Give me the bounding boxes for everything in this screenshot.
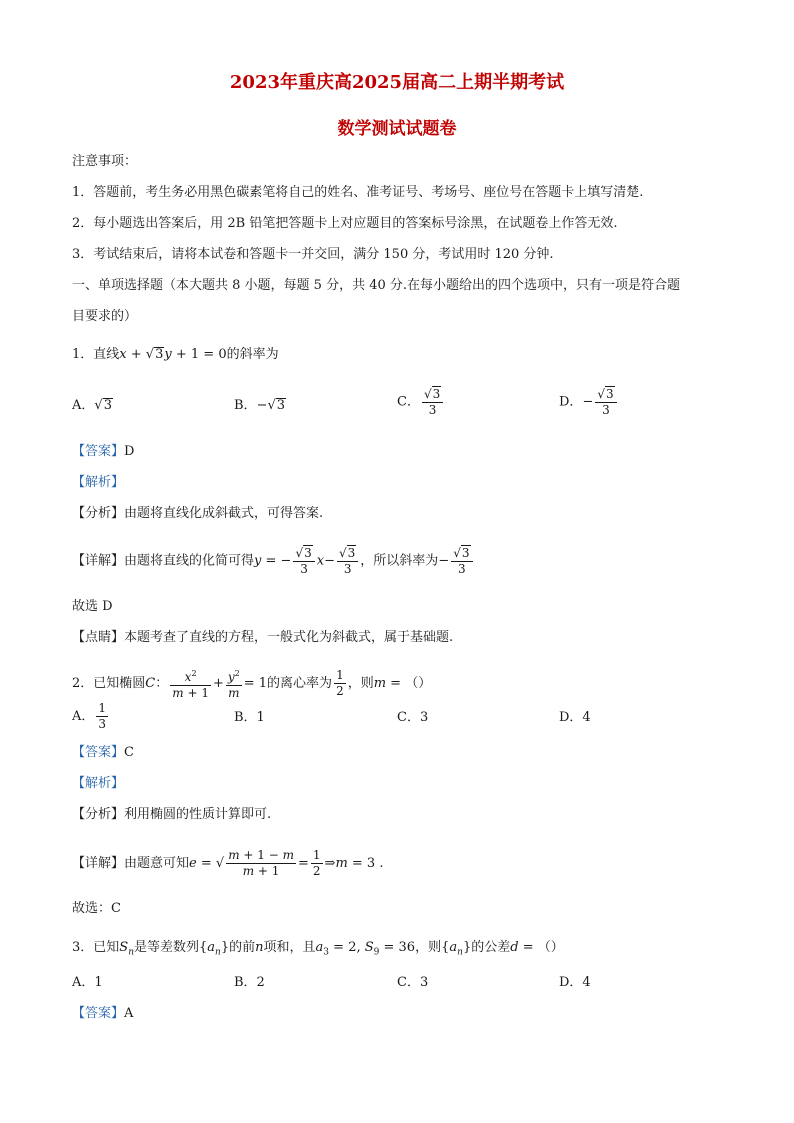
q3-option-a: A．1 (72, 975, 103, 990)
notice-item-1: 1．答题前，考生务必用黑色碳素笔将自己的姓名、准考证号、考场号、座位号在答题卡上填写清楚. (72, 185, 644, 200)
q1-option-b: B．−√3 (234, 398, 286, 413)
q2-analysis-label: 【解析】 (72, 776, 125, 791)
q1-dianjing: 【点睛】本题考查了直线的方程，一般式化为斜截式，属于基础题. (72, 630, 454, 645)
q3-option-d: D．4 (559, 975, 591, 990)
notice-item-2: 2．每小题选出答案后，用 2B 铅笔把答题卡上对应题目的答案标号涂黑，在试题卷上作答无效. (72, 216, 618, 231)
q1-equation: x (119, 347, 127, 362)
q2-conclusion: 故选：C (72, 901, 121, 916)
section-heading-line1: 一、单项选择题（本大题共 8 小题，每题 5 分，共 40 分.在每小题给出的四个选项中，只有一项是符合题 (72, 278, 681, 293)
q3-option-c: C．3 (397, 975, 429, 990)
q1-option-d: D．− $\frac{√3}{3}$ (559, 386, 619, 418)
section-heading-line2: 目要求的） (72, 309, 138, 324)
q1-conclusion: 故选 D (72, 599, 113, 614)
q2-option-c: C．3 (397, 710, 429, 725)
q1-detail: 【详解】由题将直线的化简可得y = − $\frac{√3}{3}$ x− $\frac{√3}{3}$ ，所以斜率为− $\frac{√3}{3}$ (72, 545, 475, 577)
q2-detail: 【详解】由题意可知e = √ $\frac{m + 1 - m}{m + 1}$ = $\frac{1}{2}$ ⇒m = 3 . (72, 848, 384, 878)
q1-option-c: C． $\frac{√3}{3}$ (397, 386, 445, 418)
exam-title: 2023年重庆高2025届高二上期半期考试 (229, 72, 565, 93)
answer-label: 【答案】 (72, 444, 125, 459)
q1-option-a: A．√3 (72, 398, 112, 413)
q1-analysis-label: 【解析】 (72, 475, 125, 490)
q2-option-a: A． $\frac{1}{3}$ (72, 701, 107, 731)
question-1: 1．直线x + √3y + 1 = 0的斜率为 (72, 347, 279, 362)
q2-answer: 【答案】C (72, 745, 134, 760)
q3-answer: 【答案】A (72, 1006, 134, 1021)
q1-suffix: 的斜率为 (226, 347, 279, 362)
q1-answer: 【答案】D (72, 444, 135, 459)
q3-option-b: B．2 (234, 975, 265, 990)
q2-option-b: B．1 (234, 710, 265, 725)
q2-option-d: D．4 (559, 710, 591, 725)
question-2: 2．已知椭圆C： $\frac{x^2}{m + 1}$ + $\frac{y^2}{m}$ = 1的离心率为 $\frac{1}{2}$ ，则m = （） (72, 668, 432, 700)
notice-heading: 注意事项： (72, 154, 138, 169)
exam-subtitle: 数学测试试题卷 (337, 119, 457, 139)
q1-fenxi: 【分析】由题将直线化成斜截式，可得答案. (72, 506, 324, 521)
question-3: 3．已知$S_n$是等差数列$\{a_n\}$的前n项和，且$a_3 = 2$, $S_9 = 36$，则$\{a_n\}$的公差d = （） (72, 940, 564, 958)
q2-fenxi: 【分析】利用椭圆的性质计算即可. (72, 807, 272, 822)
q1-prefix: 1．直线 (72, 347, 120, 362)
notice-item-3: 3．考试结束后，请将本试卷和答题卡一并交回，满分 150 分，考试用时 120 分钟. (72, 247, 554, 262)
